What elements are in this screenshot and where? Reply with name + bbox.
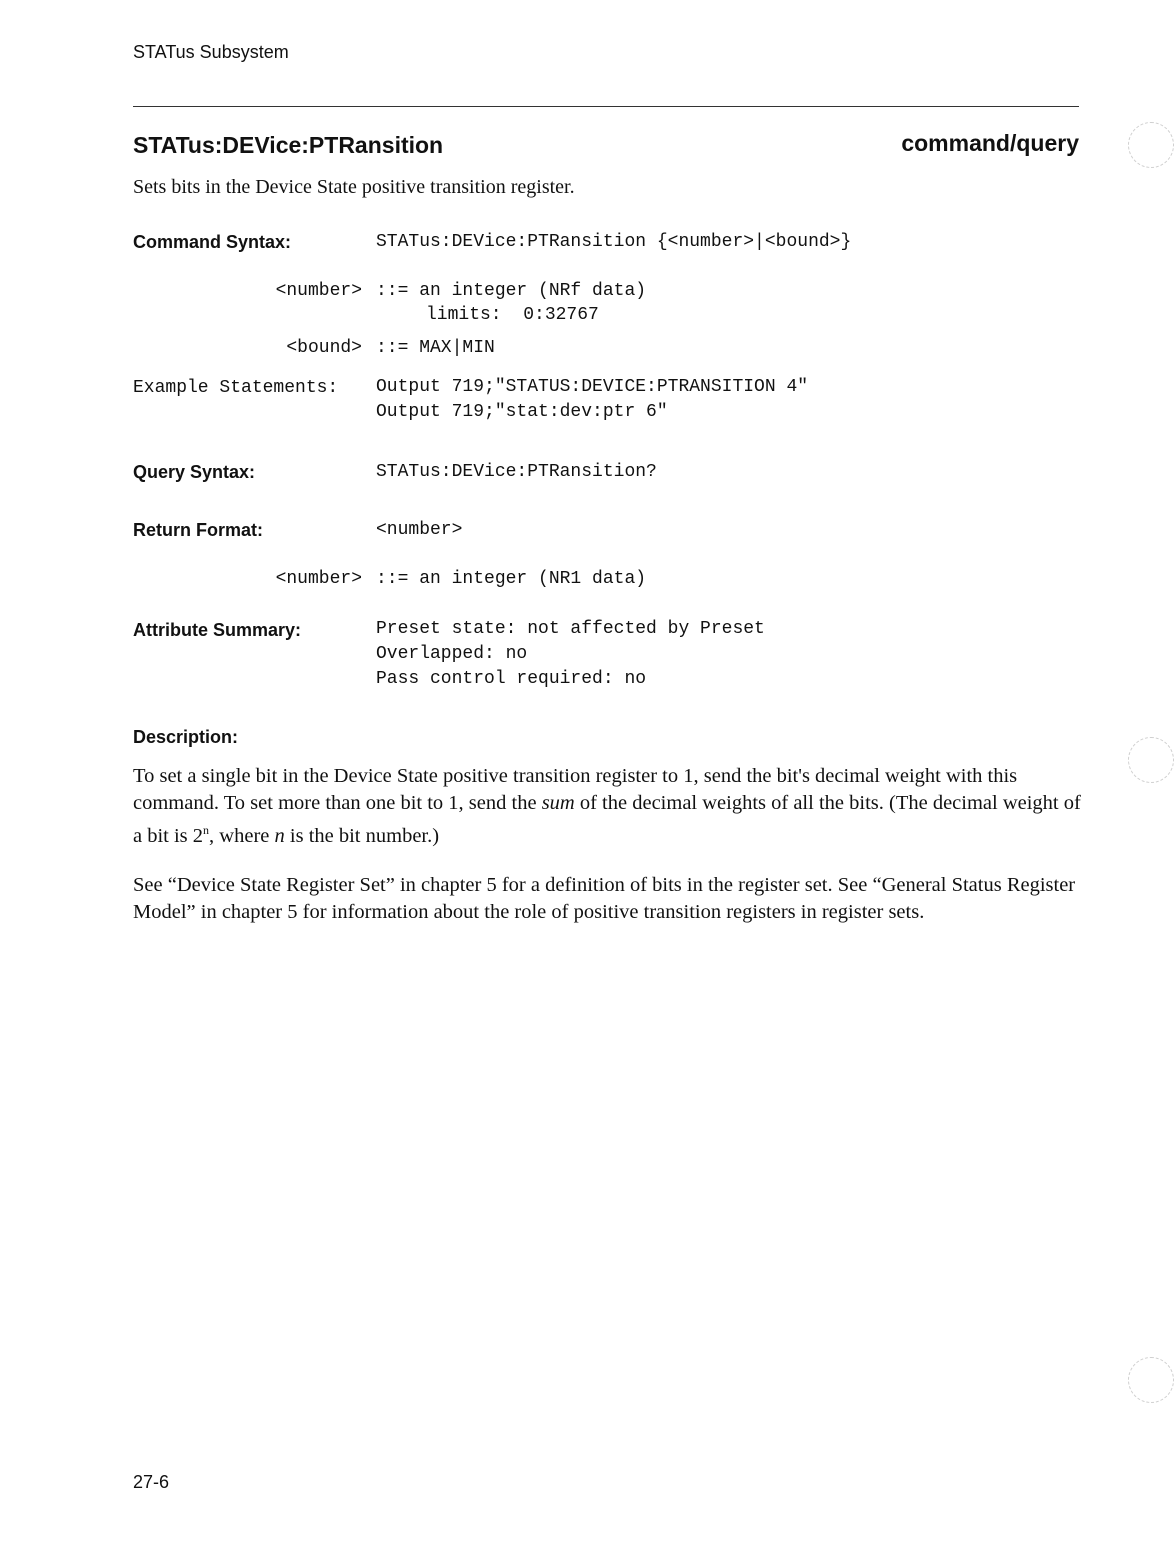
punch-hole [1128, 122, 1174, 168]
header-rule [133, 106, 1079, 107]
command-summary: Sets bits in the Device State positive transition register. [133, 176, 575, 198]
number-param-limits: limits: 0:32767 [426, 305, 599, 325]
return-number-name: <number> [275, 569, 362, 589]
description-paragraph: See “Device State Register Set” in chapter 5 for a definition of bits in the register set. See “General Status Register Model” in chapter 5 for information about the role of positive transition registers in register sets. [133, 874, 1076, 923]
punch-hole [1128, 1357, 1174, 1403]
return-format-label: Return Format: [133, 520, 263, 540]
number-param-def: ::= an integer (NRf data) [376, 281, 647, 301]
attribute-line: Pass control required: no [376, 669, 647, 689]
attribute-summary-label: Attribute Summary: [133, 620, 302, 640]
attribute-line: Overlapped: no [376, 644, 528, 664]
description-paragraph: To set a single bit in the Device State positive transition register to 1, send the bit's decimal weight with this command. To set more than one bit to 1, send the sum of the decimal weights of all the bits. (The decimal weight of a bit is 2$^n$, where n is the bit number.) [133, 765, 1081, 847]
page-number: 27-6 [133, 1472, 170, 1492]
attribute-line: Preset state: not affected by Preset [376, 619, 765, 639]
bound-param-def: ::= MAX|MIN [376, 338, 495, 358]
example-statement: Output 719;"stat:dev:ptr 6" [376, 402, 668, 422]
return-number-def: ::= an integer (NR1 data) [376, 569, 647, 589]
description-label: Description: [133, 727, 239, 747]
query-syntax-label: Query Syntax: [133, 462, 256, 482]
punch-hole [1128, 737, 1174, 783]
command-title: STATus:DEVice:PTRansition [133, 132, 444, 158]
command-syntax: STATus:DEVice:PTRansition {<number>|<bound>} [376, 232, 852, 252]
command-syntax-label: Command Syntax: [133, 232, 292, 252]
number-param-name: <number> [275, 281, 362, 301]
running-head: STATus Subsystem [133, 42, 289, 62]
bound-param-name: <bound> [286, 338, 362, 358]
query-syntax: STATus:DEVice:PTRansition? [376, 462, 657, 482]
example-statements-label: Example Statements: [133, 378, 339, 398]
example-statement: Output 719;"STATUS:DEVICE:PTRANSITION 4" [376, 377, 809, 397]
return-format-value: <number> [376, 520, 463, 540]
command-kind: command/query [901, 130, 1079, 156]
